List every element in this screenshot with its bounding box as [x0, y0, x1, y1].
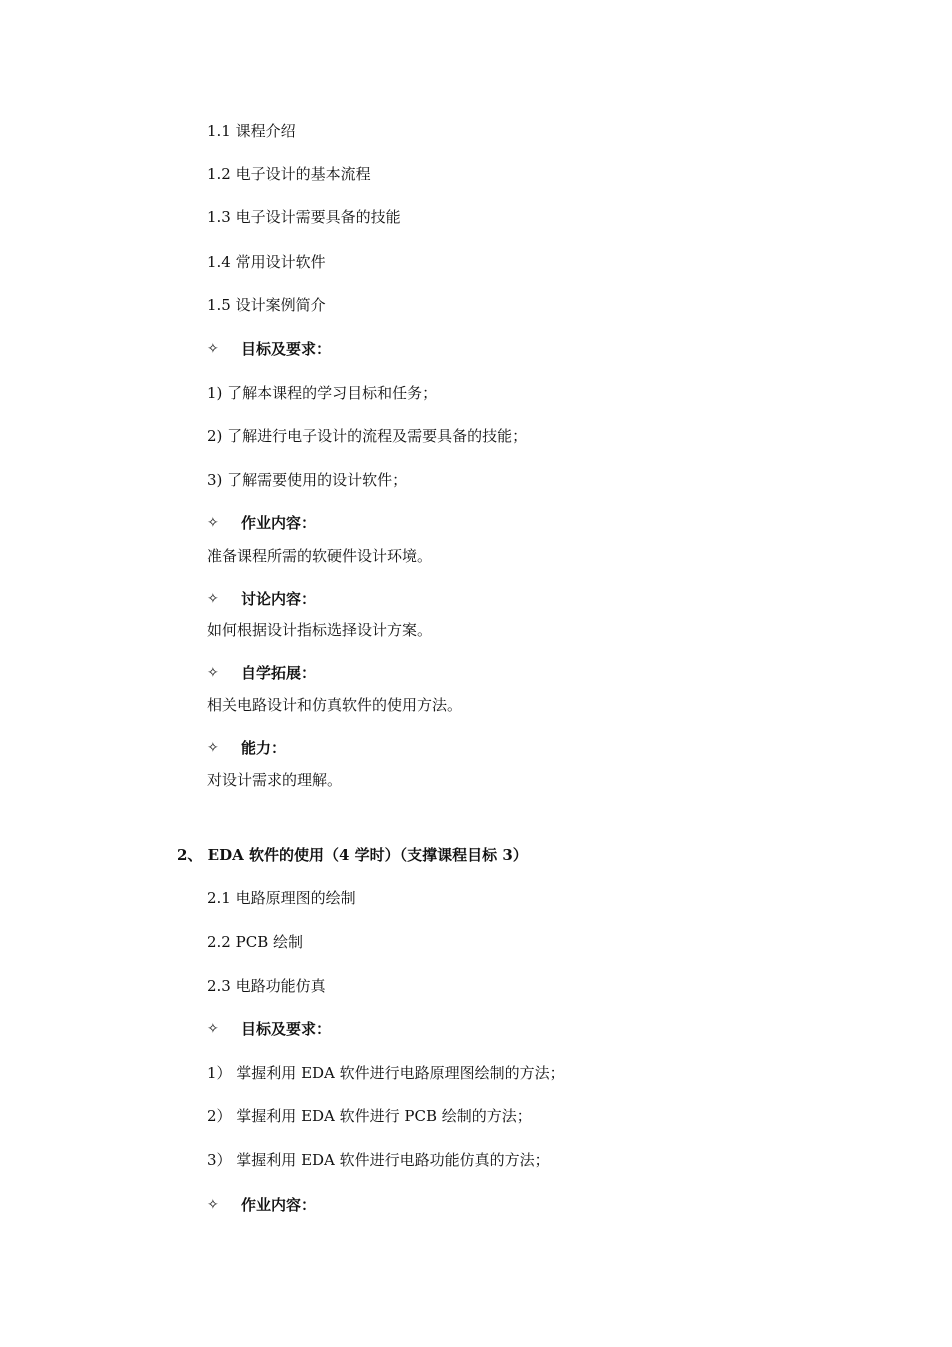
topic-1-4: 1.4 常用设计软件: [207, 253, 326, 271]
diamond-icon: ✧: [207, 665, 219, 681]
goals-heading-2: 目标及要求：: [241, 1020, 332, 1038]
goal-2-item-1: 1） 掌握利用 EDA 软件进行电路原理图绘制的方法；: [207, 1064, 565, 1082]
diamond-icon: ✧: [207, 515, 219, 531]
goals-heading: 目标及要求：: [241, 340, 332, 358]
homework-heading: 作业内容：: [241, 514, 317, 532]
diamond-icon: ✧: [207, 341, 219, 357]
ability-heading: 能力：: [241, 739, 287, 757]
topic-1-1: 1.1 课程介绍: [207, 122, 296, 140]
selfstudy-heading: 自学拓展：: [241, 664, 317, 682]
diamond-icon: ✧: [207, 1197, 219, 1213]
goal-2-item-3: 3） 掌握利用 EDA 软件进行电路功能仿真的方法；: [207, 1151, 550, 1169]
discussion-heading: 讨论内容：: [241, 590, 317, 608]
homework-heading-2: 作业内容：: [241, 1196, 317, 1214]
goal-item-3: 3) 了解需要使用的设计软件；: [207, 471, 408, 489]
selfstudy-text: 相关电路设计和仿真软件的使用方法。: [207, 696, 463, 714]
topic-2-1: 2.1 电路原理图的绘制: [207, 889, 356, 907]
goal-2-item-2: 2） 掌握利用 EDA 软件进行 PCB 绘制的方法；: [207, 1107, 532, 1125]
topic-2-3: 2.3 电路功能仿真: [207, 977, 326, 995]
section-2-title: 2、 EDA 软件的使用（4 学时）（支撑课程目标 3）: [177, 846, 528, 864]
discussion-text: 如何根据设计指标选择设计方案。: [207, 621, 433, 639]
diamond-icon: ✧: [207, 591, 219, 607]
diamond-icon: ✧: [207, 1021, 219, 1037]
topic-1-5: 1.5 设计案例简介: [207, 296, 326, 314]
diamond-icon: ✧: [207, 740, 219, 756]
topic-1-3: 1.3 电子设计需要具备的技能: [207, 208, 401, 226]
topic-2-2: 2.2 PCB 绘制: [207, 933, 303, 951]
ability-text: 对设计需求的理解。: [207, 771, 343, 789]
goal-item-2: 2) 了解进行电子设计的流程及需要具备的技能；: [207, 427, 528, 445]
homework-text: 准备课程所需的软硬件设计环境。: [207, 547, 433, 565]
goal-item-1: 1) 了解本课程的学习目标和任务；: [207, 384, 438, 402]
topic-1-2: 1.2 电子设计的基本流程: [207, 165, 371, 183]
